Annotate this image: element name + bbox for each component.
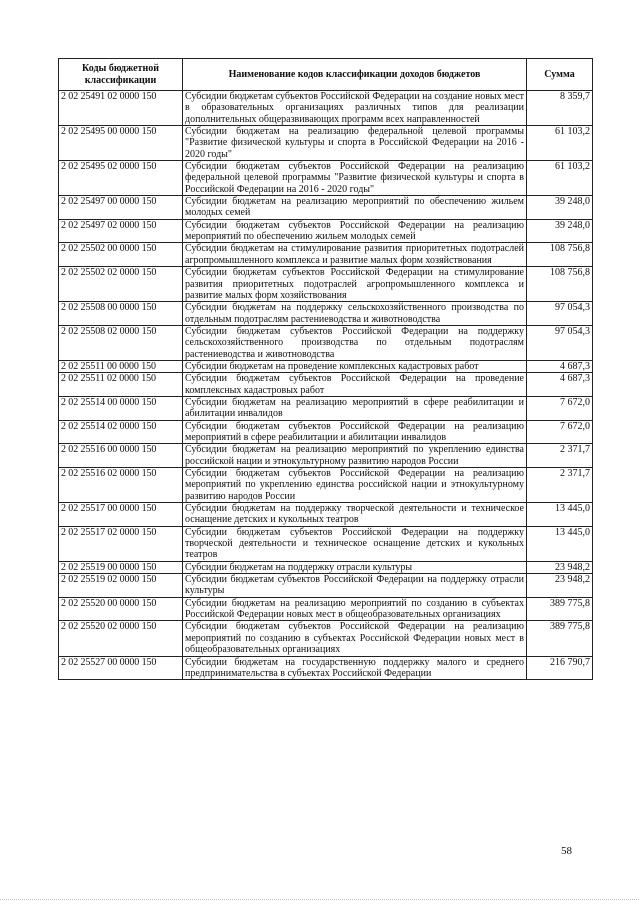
revenue-name-cell: Субсидии бюджетам на поддержку творческой деятельности и техническое оснащение детских и кукольных театров [183, 503, 527, 527]
amount-cell: 389 775,8 [527, 597, 593, 621]
amount-cell: 389 775,8 [527, 621, 593, 656]
table-row [59, 444, 593, 468]
table-row [59, 196, 593, 220]
budget-code-cell: 2 02 25508 00 0000 150 [59, 302, 183, 326]
page-number: 58 [561, 845, 572, 857]
budget-code-cell: 2 02 25517 00 0000 150 [59, 503, 183, 527]
budget-code-cell: 2 02 25497 00 0000 150 [59, 196, 183, 220]
budget-revenue-table [58, 58, 593, 680]
revenue-name-cell: Субсидии бюджетам на реализацию федеральной целевой программы "Развитие физической культуры и спорта в Российской Федерации на 2016 - 2020 годы" [183, 126, 527, 161]
revenue-name-cell: Субсидии бюджетам субъектов Российской Федерации на реализацию федеральной целевой программы "Развитие физической культуры и спорта в Российской Федерации на 2016 - 2020 годы" [183, 161, 527, 196]
budget-code-cell: 2 02 25511 00 0000 150 [59, 360, 183, 372]
header-code: Коды бюджетной классификации [59, 59, 183, 91]
budget-code-cell: 2 02 25527 00 0000 150 [59, 656, 183, 680]
revenue-name-cell: Субсидии бюджетам на реализацию мероприятий по укреплению единства российской нации и этнокультурному развитию народов России [183, 444, 527, 468]
budget-code-cell: 2 02 25502 02 0000 150 [59, 267, 183, 302]
budget-code-cell: 2 02 25508 02 0000 150 [59, 325, 183, 360]
table-row [59, 574, 593, 598]
budget-code-cell: 2 02 25495 00 0000 150 [59, 126, 183, 161]
budget-code-cell: 2 02 25502 00 0000 150 [59, 243, 183, 267]
budget-code-cell: 2 02 25514 02 0000 150 [59, 420, 183, 444]
revenue-name-cell: Субсидии бюджетам на реализацию мероприятий в сфере реабилитации и абилитации инвалидов [183, 396, 527, 420]
amount-cell: 39 248,0 [527, 219, 593, 243]
budget-code-cell: 2 02 25497 02 0000 150 [59, 219, 183, 243]
table-header-row [59, 59, 593, 91]
table-row [59, 219, 593, 243]
revenue-name-cell: Субсидии бюджетам на государственную поддержку малого и среднего предпринимательства в субъектах Российской Федерации [183, 656, 527, 680]
table-row [59, 161, 593, 196]
table-row [59, 267, 593, 302]
table-row [59, 325, 593, 360]
revenue-name-cell: Субсидии бюджетам на поддержку отрасли культуры [183, 561, 527, 573]
amount-cell: 13 445,0 [527, 503, 593, 527]
revenue-name-cell: Субсидии бюджетам субъектов Российской Федерации на поддержку сельскохозяйственного производства по отдельным подотраслям растениеводства и животноводства [183, 325, 527, 360]
table-row [59, 561, 593, 573]
table-row [59, 597, 593, 621]
amount-cell: 4 687,3 [527, 373, 593, 397]
table-row [59, 526, 593, 561]
scan-edge-divider [0, 899, 639, 900]
amount-cell: 2 371,7 [527, 468, 593, 503]
amount-cell: 216 790,7 [527, 656, 593, 680]
revenue-name-cell: Субсидии бюджетам на реализацию мероприятий по обеспечению жильем молодых семей [183, 196, 527, 220]
revenue-name-cell: Субсидии бюджетам субъектов Российской Федерации на поддержку творческой деятельности и техническое оснащение детских и кукольных театров [183, 526, 527, 561]
table-row [59, 360, 593, 372]
table-row [59, 126, 593, 161]
budget-code-cell: 2 02 25519 00 0000 150 [59, 561, 183, 573]
budget-code-cell: 2 02 25520 02 0000 150 [59, 621, 183, 656]
budget-code-cell: 2 02 25514 00 0000 150 [59, 396, 183, 420]
amount-cell: 23 948,2 [527, 574, 593, 598]
revenue-name-cell: Субсидии бюджетам субъектов Российской Федерации на стимулирование развития приоритетных подотраслей агропромышленного комплекса и развитие малых форм хозяйствования [183, 267, 527, 302]
amount-cell: 13 445,0 [527, 526, 593, 561]
revenue-name-cell: Субсидии бюджетам на реализацию мероприятий по созданию в субъектах Российской Федерации новых мест в общеобразовательных организациях [183, 597, 527, 621]
amount-cell: 8 359,7 [527, 91, 593, 126]
revenue-name-cell: Субсидии бюджетам на стимулирование развития приоритетных подотраслей агропромышленного комплекса и развитие малых форм хозяйствования [183, 243, 527, 267]
budget-code-cell: 2 02 25495 02 0000 150 [59, 161, 183, 196]
amount-cell: 97 054,3 [527, 325, 593, 360]
revenue-name-cell: Субсидии бюджетам на проведение комплексных кадастровых работ [183, 360, 527, 372]
amount-cell: 61 103,2 [527, 126, 593, 161]
amount-cell: 97 054,3 [527, 302, 593, 326]
revenue-name-cell: Субсидии бюджетам субъектов Российской Федерации на создание новых мест в образовательных организациях различных типов для реализации дополнительных общеразвивающих программ всех направленностей [183, 91, 527, 126]
budget-code-cell: 2 02 25516 00 0000 150 [59, 444, 183, 468]
header-sum: Сумма [527, 59, 593, 91]
table-row [59, 468, 593, 503]
revenue-name-cell: Субсидии бюджетам на поддержку сельскохозяйственного производства по отдельным подотраслям растениеводства и животноводства [183, 302, 527, 326]
table-row [59, 302, 593, 326]
table-body [59, 91, 593, 680]
revenue-name-cell: Субсидии бюджетам субъектов Российской Федерации на реализацию мероприятий по созданию в субъектах Российской Федерации новых мест в общеобразовательных организациях [183, 621, 527, 656]
revenue-name-cell: Субсидии бюджетам субъектов Российской Федерации на проведение комплексных кадастровых работ [183, 373, 527, 397]
table-row [59, 621, 593, 656]
amount-cell: 108 756,8 [527, 243, 593, 267]
table-row [59, 91, 593, 126]
amount-cell: 2 371,7 [527, 444, 593, 468]
table-row [59, 656, 593, 680]
table-row [59, 420, 593, 444]
amount-cell: 7 672,0 [527, 420, 593, 444]
amount-cell: 108 756,8 [527, 267, 593, 302]
table-row [59, 373, 593, 397]
amount-cell: 4 687,3 [527, 360, 593, 372]
budget-code-cell: 2 02 25491 02 0000 150 [59, 91, 183, 126]
budget-code-cell: 2 02 25519 02 0000 150 [59, 574, 183, 598]
budget-code-cell: 2 02 25520 00 0000 150 [59, 597, 183, 621]
table-row [59, 243, 593, 267]
revenue-name-cell: Субсидии бюджетам субъектов Российской Федерации на поддержку отрасли культуры [183, 574, 527, 598]
budget-code-cell: 2 02 25516 02 0000 150 [59, 468, 183, 503]
budget-code-cell: 2 02 25511 02 0000 150 [59, 373, 183, 397]
amount-cell: 39 248,0 [527, 196, 593, 220]
revenue-name-cell: Субсидии бюджетам субъектов Российской Федерации на реализацию мероприятий в сфере реабилитации и абилитации инвалидов [183, 420, 527, 444]
table-row [59, 503, 593, 527]
header-name: Наименование кодов классификации доходов бюджетов [183, 59, 527, 91]
amount-cell: 61 103,2 [527, 161, 593, 196]
budget-code-cell: 2 02 25517 02 0000 150 [59, 526, 183, 561]
document-body [58, 58, 592, 680]
table-row [59, 396, 593, 420]
revenue-name-cell: Субсидии бюджетам субъектов Российской Федерации на реализацию мероприятий по обеспечению жильем молодых семей [183, 219, 527, 243]
amount-cell: 23 948,2 [527, 561, 593, 573]
revenue-name-cell: Субсидии бюджетам субъектов Российской Федерации на реализацию мероприятий по укреплению единства российской нации и этнокультурному развитию народов России [183, 468, 527, 503]
amount-cell: 7 672,0 [527, 396, 593, 420]
